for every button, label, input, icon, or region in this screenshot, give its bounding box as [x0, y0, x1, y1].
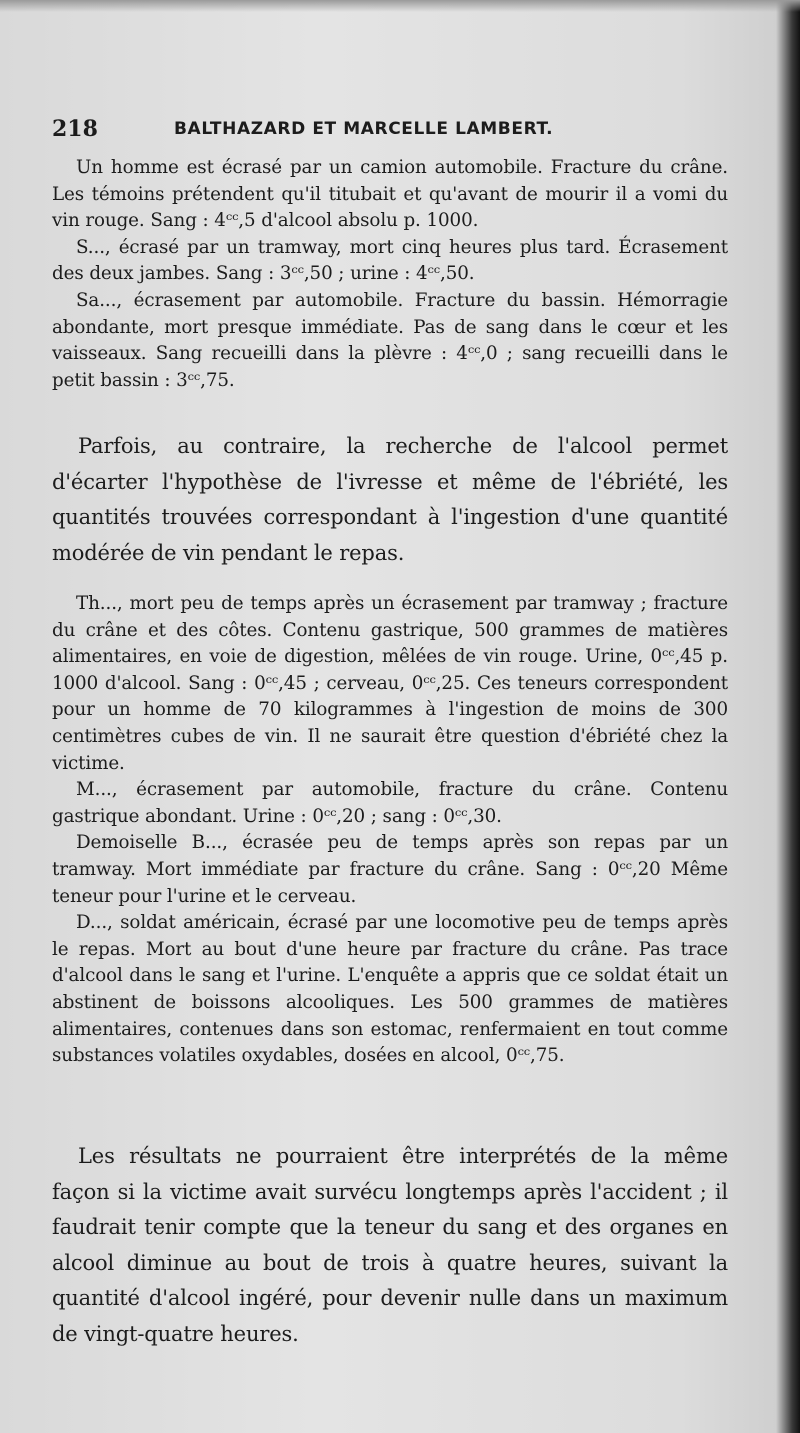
- case-paragraph: Th..., mort peu de temps après un écrasement par tramway ; fracture du crâne et des côtes. Contenu gastrique, 500 grammes de matières alimentaires, en voie de digestion, mêlées de vin rouge. Urine, 0ᶜᶜ,45 p. 1000 d'alcool. Sang : 0ᶜᶜ,45 ; cerveau, 0ᶜᶜ,25. Ces teneurs correspondent pour un homme de 70 kilogrammes à l'ingestion de moins de 300 centimètres cubes de vin. Il ne saurait être question d'ébriété chez la victime.: [52, 593, 728, 774]
- case-block-2: [52, 591, 728, 1070]
- case-paragraph: Sa..., écrasement par automobile. Fracture du bassin. Hémorragie abondante, mort presque immédiate. Pas de sang dans le cœur et les vaisseaux. Sang recueilli dans la plèvre : 4ᶜᶜ,0 ; sang recueilli dans le petit bassin : 3ᶜᶜ,75.: [52, 289, 728, 391]
- body-paragraph-2: [52, 1139, 728, 1352]
- page-header: [52, 116, 752, 146]
- body-text: Parfois, au contraire, la recherche de l'alcool permet d'écarter l'hypothèse de l'ivresse et même de l'ébriété, les quantités trouvées correspondant à l'ingestion d'une quantité modérée de vin pendant le repas.: [52, 434, 728, 565]
- case-paragraph: Un homme est écrasé par un camion automobile. Fracture du crâne. Les témoins prétendent qu'il titubait et qu'avant de mourir il a vomi du vin rouge. Sang : 4ᶜᶜ,5 d'alcool absolu p. 1000.: [52, 157, 728, 232]
- case-paragraph: S..., écrasé par un tramway, mort cinq heures plus tard. Écrasement des deux jambes. Sang : 3ᶜᶜ,50 ; urine : 4ᶜᶜ,50.: [52, 236, 728, 285]
- body-text: Les résultats ne pourraient être interprétés de la même façon si la victime avait survécu longtemps après l'accident ; il faudrait tenir compte que la teneur du sang et des organes en alcool diminue au bout de trois à quatre heures, suivant la quantité d'alcool ingéré, pour devenir nulle dans un maximum de vingt-quatre heures.: [52, 1144, 728, 1346]
- case-block-1: [52, 155, 728, 394]
- page-number: 218: [52, 116, 98, 142]
- top-edge-shadow: [0, 0, 800, 12]
- case-paragraph: M..., écrasement par automobile, fracture du crâne. Contenu gastrique abondant. Urine : 0ᶜᶜ,20 ; sang : 0ᶜᶜ,30.: [52, 779, 728, 827]
- body-paragraph-1: [52, 429, 728, 571]
- running-head: BALTHAZARD ET MARCELLE LAMBERT.: [174, 119, 554, 139]
- case-paragraph: D..., soldat américain, écrasé par une locomotive peu de temps après le repas. Mort au bout d'une heure par fracture du crâne. Pas trace d'alcool dans le sang et l'urine. L'enquête a appris que ce soldat était un abstinent de boissons alcooliques. Les 500 grammes de matières alimentaires, contenues dans son estomac, renfermaient en tout comme substances volatiles oxydables, dosées en alcool, 0ᶜᶜ,75.: [52, 912, 728, 1067]
- case-paragraph: Demoiselle B..., écrasée peu de temps après son repas par un tramway. Mort immédiate par fracture du crâne. Sang : 0ᶜᶜ,20 Même teneur pour l'urine et le cerveau.: [52, 832, 728, 907]
